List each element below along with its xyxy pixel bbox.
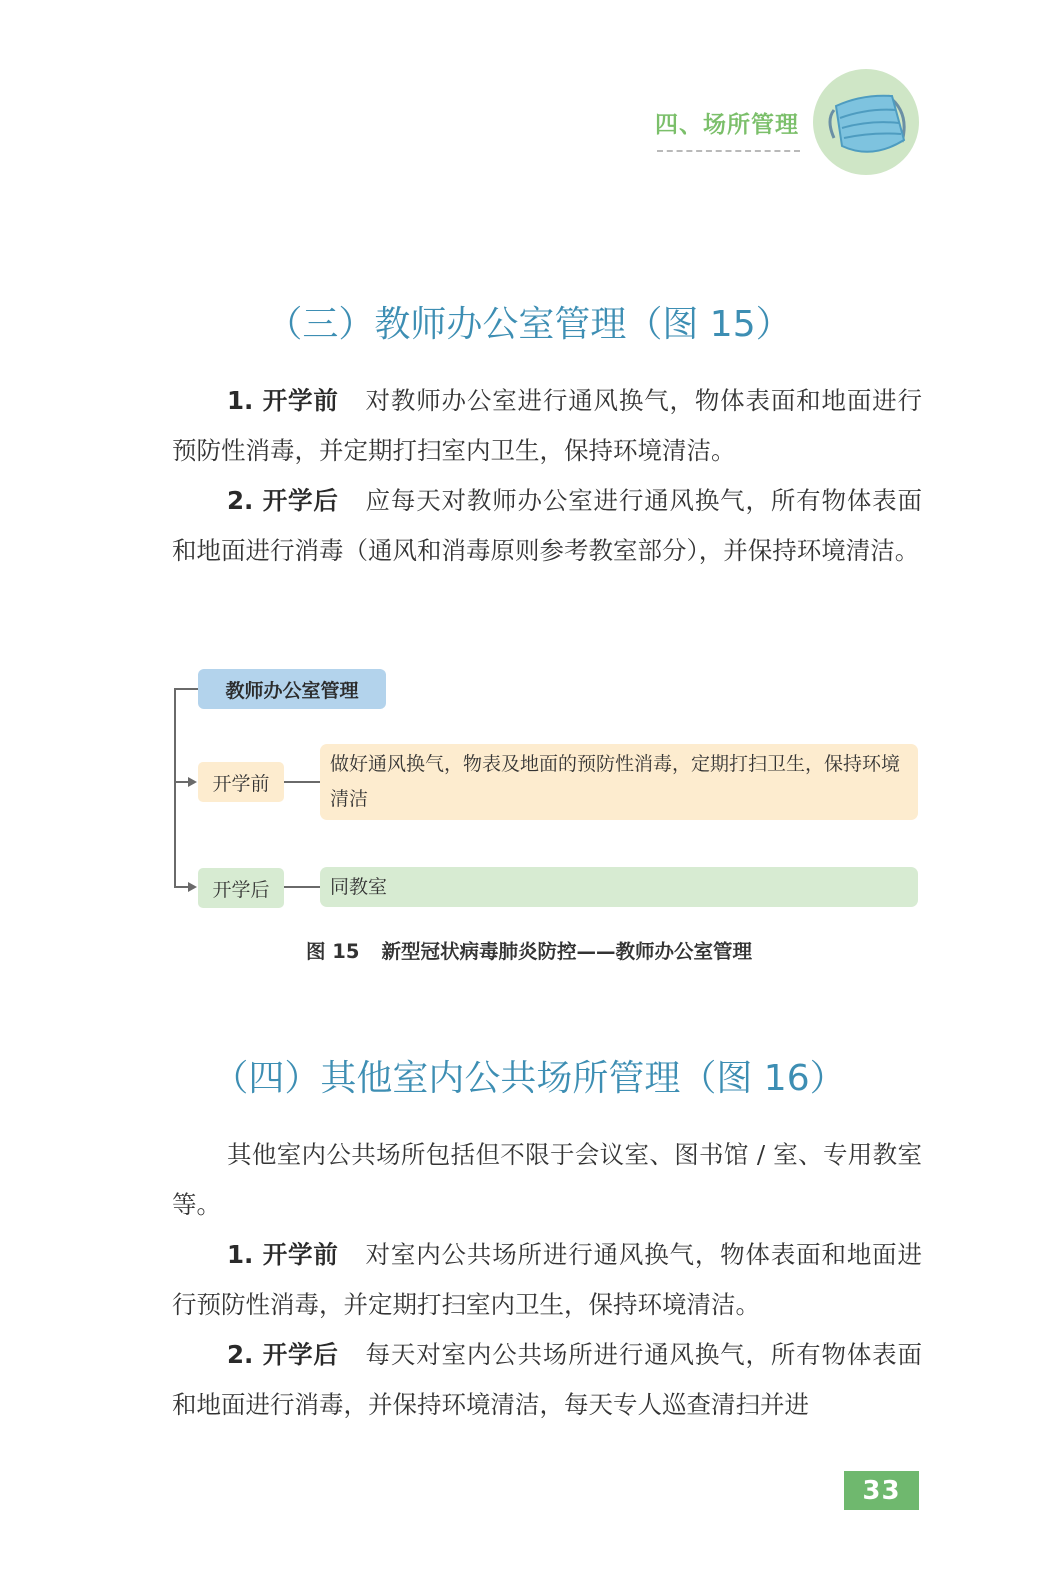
item-label: 1. 开学前 xyxy=(227,1240,339,1269)
section-heading: （三）教师办公室管理（图 15） xyxy=(266,304,792,345)
connector-line xyxy=(174,781,189,783)
diagram-node-before: 开学前 xyxy=(198,762,284,802)
item-text: 对教师办公室进行通风换气，物体表面和地面进行预防性消毒，并定期打扫室内卫生，保持环境清洁。 xyxy=(172,386,923,465)
connector-line xyxy=(174,886,189,888)
connector-line xyxy=(174,688,176,887)
connector-line xyxy=(284,781,320,783)
diagram-box-before: 做好通风换气，物表及地面的预防性消毒，定期打扫卫生，保持环境清洁 xyxy=(320,744,918,820)
item-label: 2. 开学后 xyxy=(227,1340,339,1369)
item-label: 2. 开学后 xyxy=(227,486,339,515)
item-text: 应每天对教师办公室进行通风换气，所有物体表面和地面进行消毒（通风和消毒原则参考教室部分），并保持环境清洁。 xyxy=(172,486,923,565)
paragraph xyxy=(172,376,922,476)
connector-line xyxy=(174,688,198,690)
paragraph: 其他室内公共场所包括但不限于会议室、图书馆 / 室、专用教室等。 xyxy=(172,1140,922,1219)
figure-caption xyxy=(0,936,1058,964)
paragraph xyxy=(172,476,922,576)
item-text: 每天对室内公共场所进行通风换气，所有物体表面和地面进行消毒，并保持环境清洁，每天专人巡查清扫并进 xyxy=(172,1340,923,1419)
diagram-box-after: 同教室 xyxy=(320,867,918,907)
page-number: 33 xyxy=(844,1471,919,1510)
arrow-icon xyxy=(188,777,197,787)
section-heading: （四）其他室内公共场所管理（图 16） xyxy=(212,1058,846,1099)
chapter-divider xyxy=(657,150,800,152)
item-label: 1. 开学前 xyxy=(227,386,339,415)
face-mask-icon xyxy=(812,68,920,176)
diagram-node-after: 开学后 xyxy=(198,868,284,908)
arrow-icon xyxy=(188,882,197,892)
figure-number: 图 15 xyxy=(306,940,360,963)
paragraph xyxy=(172,1330,922,1430)
diagram-root-node: 教师办公室管理 xyxy=(198,669,386,709)
figure-title: 新型冠状病毒肺炎防控——教师办公室管理 xyxy=(381,940,752,963)
item-text: 对室内公共场所进行通风换气，物体表面和地面进行预防性消毒，并定期打扫室内卫生，保持环境清洁。 xyxy=(172,1240,923,1319)
connector-line xyxy=(284,886,320,888)
paragraph xyxy=(172,1230,922,1330)
chapter-title: 四、场所管理 xyxy=(655,111,799,138)
